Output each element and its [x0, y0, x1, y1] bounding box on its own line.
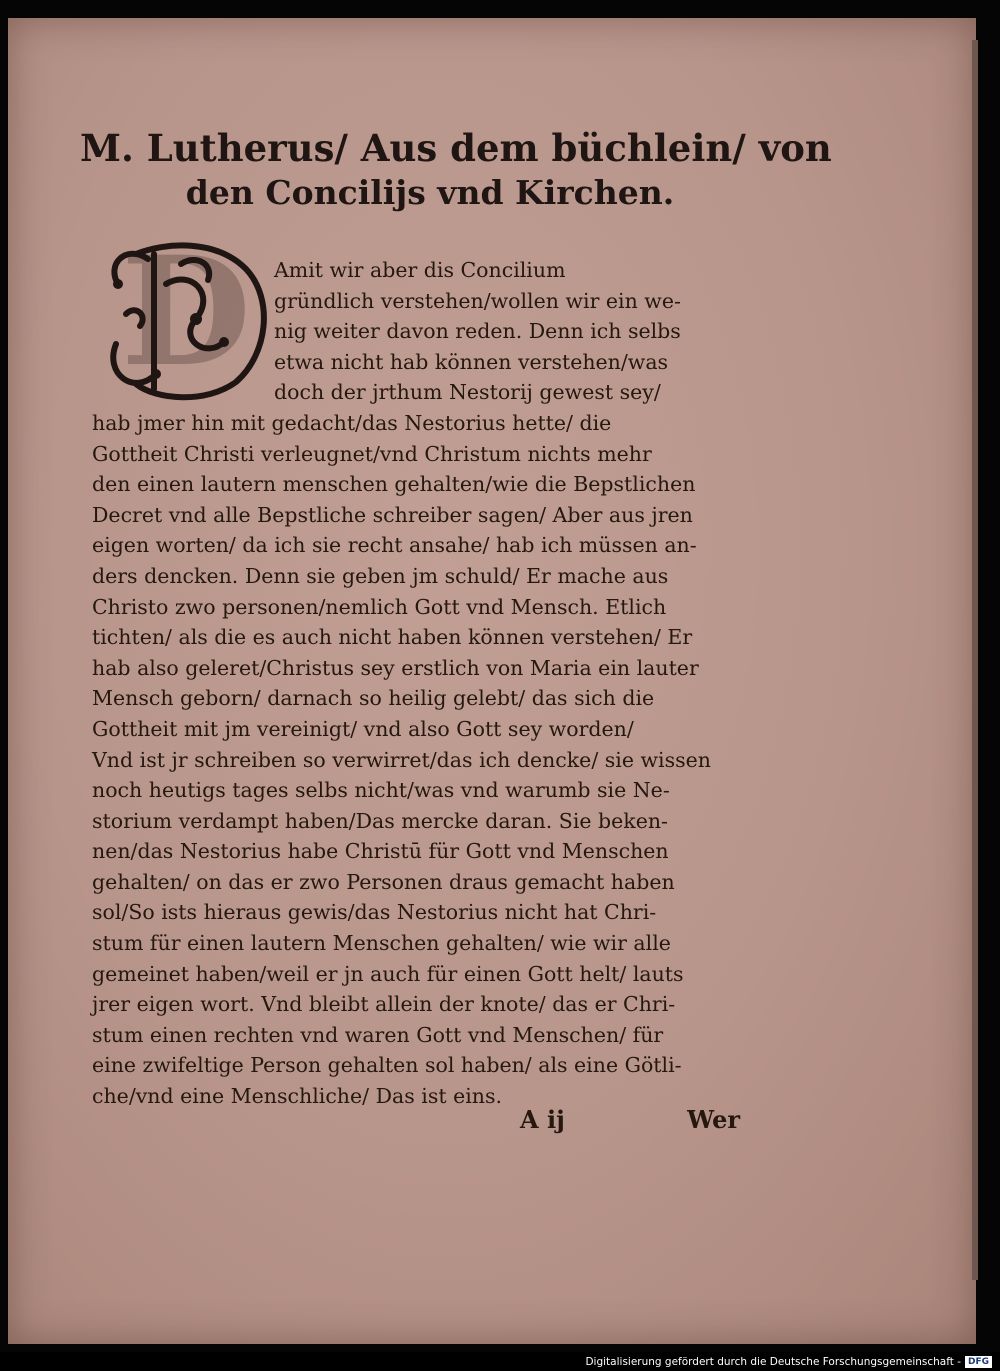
text-line: Amit wir aber dis Concilium: [274, 258, 566, 282]
text-line: ders dencken. Denn sie geben jm schuld/ Er mache aus: [92, 563, 669, 588]
page-edge: [972, 40, 978, 1280]
text-line: sol/So ists hieraus gewis/das Nestorius nicht hat Chri-: [92, 900, 657, 925]
dfg-logo: DFG: [965, 1356, 992, 1368]
body-text: [92, 255, 772, 1112]
heading-line-1: M. Lutherus/ Aus dem büchlein/ von: [80, 126, 832, 170]
text-line: tichten/ als die es auch nicht haben können verstehen/ Er: [92, 625, 693, 650]
text-line: noch heutigs tages selbs nicht/was vnd warumb sie Ne-: [92, 778, 670, 803]
text-line: stum für einen lautern Menschen gehalten/ wie wir alle: [92, 931, 671, 956]
text-line: gemeinet haben/weil er jn auch für einen Gott helt/ lauts: [92, 961, 684, 986]
text-line: Christo zwo personen/nemlich Gott vnd Mensch. Etlich: [92, 594, 667, 619]
text-line: eigen worten/ da ich sie recht ansahe/ hab ich müssen an-: [92, 533, 697, 558]
text-line: Gottheit Christi verleugnet/vnd Christum nichts mehr: [92, 441, 652, 466]
funding-notice: Digitalisierung gefördert durch die Deutsche Forschungsgemeinschaft -: [585, 1355, 961, 1368]
text-line: che/vnd eine Menschliche/ Das ist eins.: [92, 1084, 503, 1109]
text-line: nig weiter davon reden. Denn ich selbs: [274, 319, 681, 344]
text-line: hab jmer hin mit gedacht/das Nestorius hette/ die: [92, 410, 612, 435]
text-line: doch der jrthum Nestorij gewest sey/: [274, 380, 661, 405]
text-line: gehalten/ on das er zwo Personen draus gemacht haben: [92, 869, 675, 894]
initial-letter: D: [120, 224, 252, 400]
text-line: nen/das Nestorius habe Christū für Gott vnd Menschen: [92, 839, 669, 864]
heading-line-2: den Concilijs vnd Kirchen.: [185, 173, 675, 212]
text-line: eine zwifeltige Person gehalten sol haben/ als eine Götli-: [92, 1053, 682, 1078]
text-line: stum einen rechten vnd waren Gott vnd Menschen/ für: [92, 1022, 664, 1047]
text-line: storium verdampt haben/Das mercke daran. Sie beken-: [92, 808, 668, 833]
text-line: etwa nicht hab können verstehen/was: [274, 349, 669, 374]
catchword: Wer: [687, 1105, 740, 1134]
text-line: den einen lautern menschen gehalten/wie die Bepstlichen: [92, 472, 696, 497]
catchword-line: [520, 1105, 740, 1134]
signature-mark: A ij: [520, 1105, 565, 1134]
footer-bar: [0, 1352, 1000, 1371]
text-line: Gottheit mit jm vereinigt/ vnd also Gott sey worden/: [92, 716, 634, 741]
text-line: gründlich verstehen/wollen wir ein we-: [274, 288, 681, 313]
text-line: Vnd ist jr schreiben so verwirret/das ich dencke/ sie wissen: [92, 747, 711, 772]
text-line: jrer eigen wort. Vnd bleibt allein der knote/ das er Chri-: [92, 992, 676, 1017]
page-heading: [80, 125, 832, 215]
text-line: Decret vnd alle Bepstliche schreiber sagen/ Aber aus jren: [92, 502, 693, 527]
text-line: Mensch geborn/ darnach so heilig gelebt/ das sich die: [92, 686, 655, 711]
text-line: hab also geleret/Christus sey erstlich von Maria ein lauter: [92, 655, 699, 680]
